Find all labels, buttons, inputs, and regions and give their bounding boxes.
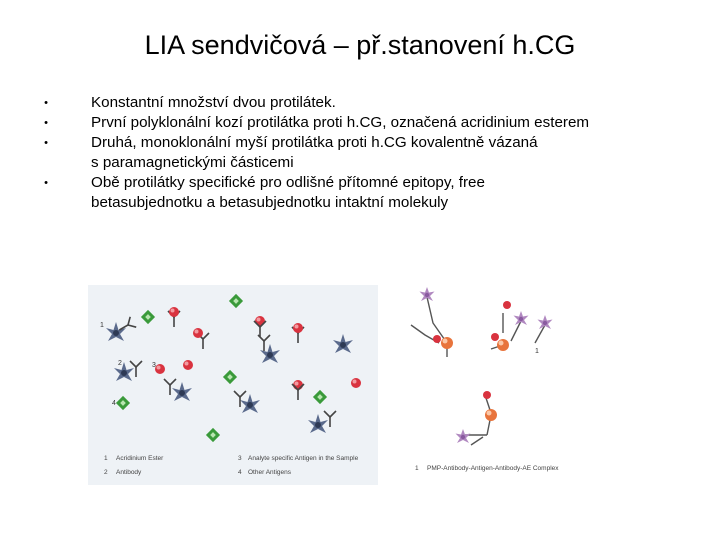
legend-text: Analyte specific Antigen in the Sample	[248, 455, 359, 462]
marker-2: 2	[118, 360, 122, 367]
legend-text: Other Antigens	[248, 469, 291, 476]
bullet-item	[40, 113, 710, 133]
legend-text: Acridinium Ester	[116, 455, 164, 462]
bullet-dot: •	[44, 97, 48, 109]
marker-4: 4	[112, 400, 116, 407]
legend-num: 3	[238, 455, 242, 462]
bullet-dot: •	[44, 117, 48, 129]
bullet-text: První polyklonální kozí protilátka proti h.CG, označená acridinium esterem	[91, 114, 590, 131]
bullet-item	[40, 93, 710, 113]
legend-num: 1	[415, 465, 419, 472]
legend-text: Antibody	[116, 469, 142, 476]
marker-1: 1	[535, 348, 539, 355]
marker-3: 3	[152, 362, 156, 369]
marker-1: 1	[100, 322, 104, 329]
slide-title: LIA sendvičová – př.stanovení h.CG	[144, 30, 576, 60]
bullet-dot: •	[44, 177, 48, 189]
complex-formation-diagram	[395, 285, 595, 485]
bullet-item	[40, 133, 710, 173]
complex-linkers	[411, 297, 545, 445]
legend-text: PMP-Antibody-Antigen-Antibody-AE Complex	[427, 465, 559, 472]
legend-num: 1	[104, 455, 108, 462]
bullet-item	[40, 173, 710, 213]
legend-num: 4	[238, 469, 242, 476]
bullet-text: Konstantní množství dvou protilátek.	[91, 94, 336, 111]
bullet-text: Druhá, monoklonální myší protilátka proti h.CG kovalentně vázaná	[91, 134, 538, 151]
bullet-text-continued: s paramagnetickými částicemi	[91, 154, 294, 171]
assay-components-diagram	[88, 285, 378, 485]
bullet-dot: •	[44, 137, 48, 149]
bullet-text-continued: betasubjednotku a betasubjednotku intaktní molekuly	[91, 194, 449, 211]
bullet-list	[40, 93, 710, 213]
legend-num: 2	[104, 469, 108, 476]
bullet-text: Obě protilátky specifické pro odlišné přítomné epitopy, free	[91, 174, 485, 191]
